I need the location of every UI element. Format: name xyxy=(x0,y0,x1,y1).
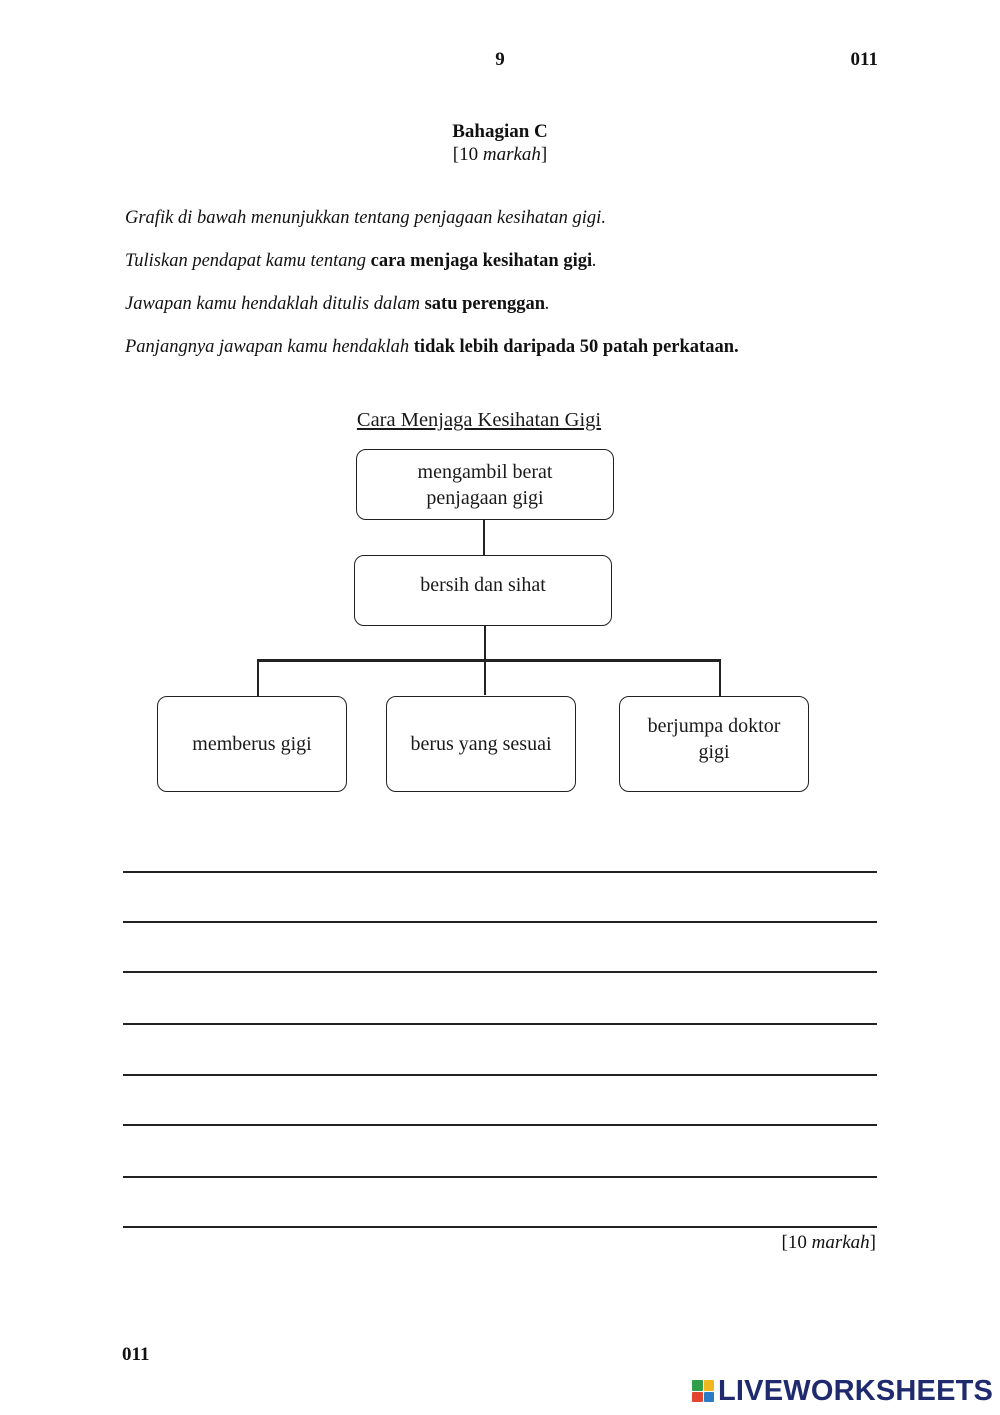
answer-line-7[interactable] xyxy=(123,1176,877,1178)
diagram-box-child-3-line1: berjumpa doktor xyxy=(647,715,781,737)
logo-square-1 xyxy=(692,1380,703,1391)
diagram-box-middle xyxy=(354,555,612,626)
instruction-3: Jawapan kamu hendaklah ditulis dalam satu perenggan. xyxy=(125,294,550,314)
diagram-box-top-line2: penjagaan gigi xyxy=(426,486,544,509)
instruction-1: Grafik di bawah menunjukkan tentang penjagaan kesihatan gigi. xyxy=(125,208,606,228)
diagram-box-child-1 xyxy=(157,696,347,792)
diagram-box-child-3-line2: gigi xyxy=(698,741,730,763)
logo-square-3 xyxy=(692,1392,703,1403)
answer-line-5[interactable] xyxy=(123,1074,877,1076)
answer-line-3[interactable] xyxy=(123,971,877,973)
logo-square-4 xyxy=(704,1392,715,1403)
section-marks: [10 markah] xyxy=(452,144,548,165)
diagram-box-child-2-label: berus yang sesuai xyxy=(410,733,552,755)
connector-horizontal-bar xyxy=(257,659,721,662)
section-title: Bahagian C xyxy=(452,121,548,142)
diagram-box-middle-label: bersih dan sihat xyxy=(420,574,546,596)
paper-code: 011 xyxy=(850,49,878,70)
diagram-box-top xyxy=(356,449,614,520)
answer-line-4[interactable] xyxy=(123,1023,877,1025)
instruction-2: Tuliskan pendapat kamu tentang cara menjaga kesihatan gigi. xyxy=(125,251,597,271)
answer-line-6[interactable] xyxy=(123,1124,877,1126)
footer-code: 011 xyxy=(122,1344,150,1365)
diagram-title: Cara Menjaga Kesihatan Gigi xyxy=(356,409,602,431)
connector-right-drop xyxy=(719,659,721,696)
diagram-box-top-line1: mengambil berat xyxy=(417,460,553,483)
page-number: 9 xyxy=(495,49,505,70)
diagram-box-child-3 xyxy=(619,696,809,792)
answer-line-8[interactable] xyxy=(123,1226,877,1228)
connector-top-middle xyxy=(483,520,485,555)
instruction-4: Panjangnya jawapan kamu hendaklah tidak lebih daripada 50 patah perkataan. xyxy=(125,337,739,357)
answer-line-2[interactable] xyxy=(123,921,877,923)
liveworksheets-text: LIVEWORKSHEETS xyxy=(718,1374,994,1407)
logo-square-2 xyxy=(704,1380,715,1391)
connector-left-drop xyxy=(257,659,259,696)
answer-line-1[interactable] xyxy=(123,871,877,873)
liveworksheets-mark-icon xyxy=(692,1380,714,1402)
liveworksheets-logo xyxy=(692,1374,993,1408)
footer-marks: [10 markah] xyxy=(781,1232,876,1253)
diagram-box-child-2 xyxy=(386,696,576,792)
diagram-box-child-1-label: memberus gigi xyxy=(192,733,312,755)
